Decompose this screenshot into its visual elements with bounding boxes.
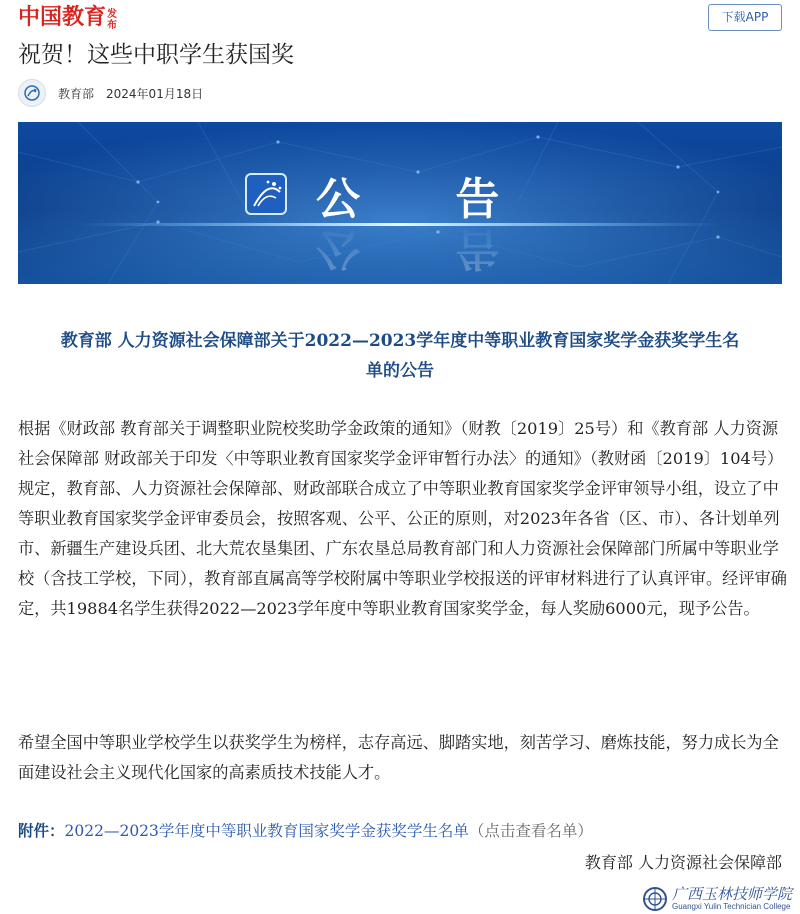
attachment-line xyxy=(18,818,593,844)
watermark-en: Guangxi Yulin Technician College xyxy=(671,902,791,911)
download-app-button[interactable]: 下载APP xyxy=(708,4,782,31)
top-header xyxy=(0,0,800,36)
author-name[interactable]: 教育部 xyxy=(58,86,95,101)
article-meta xyxy=(18,80,203,106)
attachment-hint: （点击查看名单） xyxy=(468,822,593,840)
attachment-link[interactable]: 2022—2023学年度中等职业教育国家奖学金获奖学生名单 xyxy=(64,822,469,840)
site-logo[interactable] xyxy=(18,5,119,31)
notice-title-line2: 单的公告 xyxy=(366,361,434,381)
watermark xyxy=(642,886,792,912)
watermark-cn: 广西玉林技师学院 xyxy=(671,885,792,903)
logo-main-text: 中国教育 xyxy=(18,5,107,30)
notice-title-line1: 教育部 人力资源社会保障部关于2022—2023学年度中等职业教育国家奖学金获奖学生名 xyxy=(60,331,740,351)
notice-banner xyxy=(18,122,782,284)
notice-signature: 教育部 人力资源社会保障部 xyxy=(584,853,782,872)
banner-title: 公 告 xyxy=(316,174,540,225)
publish-date: 2024年01月18日 xyxy=(106,86,204,101)
ministry-logo-icon xyxy=(246,174,286,214)
attachment-label: 附件： xyxy=(18,821,65,840)
notice-paragraph-2: 希望全国中等职业学校学生以获奖学生为榜样，志存高远、脚踏实地，刻苦学习、磨炼技能，努力成长为全面建设社会主义现代化国家的高素质技术技能人才。 xyxy=(18,733,779,782)
author-avatar[interactable] xyxy=(18,79,46,107)
college-emblem-icon xyxy=(642,886,668,912)
ministry-emblem-icon xyxy=(23,84,41,102)
logo-sub-text: 发布 xyxy=(107,9,118,31)
article-title: 祝贺！这些中职学生获国奖 xyxy=(18,42,294,68)
notice-title xyxy=(18,326,782,386)
notice-paragraph-1: 根据《财政部 教育部关于调整职业院校奖助学金政策的通知》（财教〔2019〕25号）和《教育部 人力资源社会保障部 财政部关于印发〈中等职业教育国家奖学金评审暂行办法〉的通知》（教财函〔2019〕104号）规定，教育部、人力资源社会保障部、财政部联合成立了中等职业教育国家奖学金评审领导小组，设立了中等职业教育国家奖学金评审委员会，按照客观、公平、公正的原则，对2023年各省（区、市）、各计划单列市、新疆生产建设兵团、北大荒农垦集团、广东农垦总局教育部门和人力资源社会保障部门所属中等职业学校（含技工学校，下同），教育部直属高等学校附属中等职业学校报送的评审材料进行了认真评审。经评审确定，共19884名学生获得2022—2023学年度中等职业教育国家奖学金，每人奖励6000元，现予公告。 xyxy=(18,419,787,618)
banner-title-reflection: 公 告 xyxy=(316,223,540,274)
